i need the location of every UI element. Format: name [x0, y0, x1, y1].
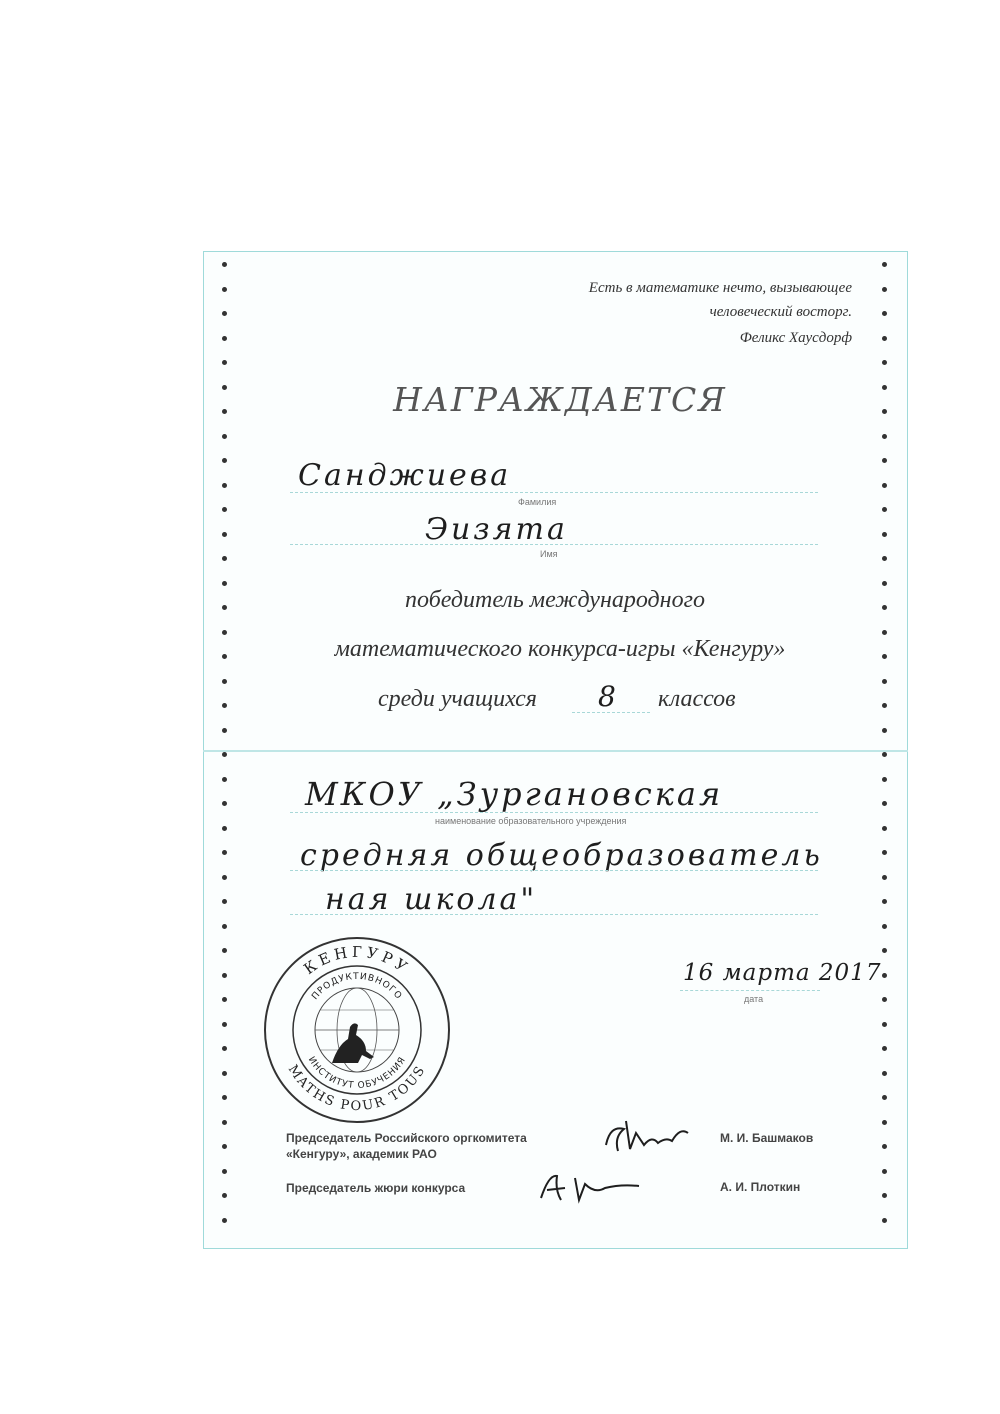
name-caption: Имя	[540, 549, 558, 559]
perforation-dot	[882, 679, 887, 684]
perforation-dot	[882, 1071, 887, 1076]
perforation-dot	[882, 336, 887, 341]
perforation-dot	[222, 532, 227, 537]
grade-value: 8	[598, 680, 619, 713]
perforation-dot	[222, 483, 227, 488]
perforation-dot	[882, 654, 887, 659]
perforation-dot	[222, 924, 227, 929]
perforation-dot	[222, 728, 227, 733]
perforation-dot	[222, 875, 227, 880]
perforation-dot	[222, 434, 227, 439]
school-line-3-rule	[290, 914, 818, 915]
school-line-2: средняя общеобразователь	[300, 838, 823, 873]
perforation-dot	[222, 1095, 227, 1100]
perforation-dot	[222, 581, 227, 586]
seal-inner-bottom: ИНСТИТУТ ОБУЧЕНИЯ	[305, 1055, 409, 1092]
perforation-dot	[222, 703, 227, 708]
chair1-label-line-1: Председатель Российского оргкомитета	[286, 1131, 527, 1145]
chair1-name: М. И. Башмаков	[720, 1131, 814, 1145]
perforation-dot	[882, 483, 887, 488]
award-line-3-prefix: среди учащихся	[378, 686, 537, 712]
perforation-dot	[222, 654, 227, 659]
award-line-3-suffix: классов	[658, 686, 736, 712]
surname-line	[290, 492, 818, 493]
perforation-dot	[882, 997, 887, 1002]
date-caption: дата	[744, 994, 764, 1004]
perforation-dot	[882, 409, 887, 414]
perforation-dot	[882, 1095, 887, 1100]
perforation-dot	[882, 434, 887, 439]
perforation-dot	[882, 556, 887, 561]
perforation-dot	[882, 752, 887, 757]
chair2-signature	[535, 1168, 645, 1208]
school-line-2-rule	[290, 870, 818, 871]
svg-text:ПРОДУКТИВНОГО	[310, 972, 404, 1002]
perforation-dot	[882, 287, 887, 292]
chair2-label: Председатель жюри конкурса	[286, 1181, 466, 1195]
perforation-dot	[222, 1169, 227, 1174]
name-value: Эизята	[425, 512, 568, 547]
perforation-dot	[882, 532, 887, 537]
perforation-dot	[222, 1144, 227, 1149]
perforation-dot	[222, 801, 227, 806]
perforation-dot	[882, 1193, 887, 1198]
perforation-dot	[222, 850, 227, 855]
perforation-dot	[222, 287, 227, 292]
perforation-dot	[882, 728, 887, 733]
chair1-signature	[600, 1115, 700, 1160]
perforation-dot	[222, 1218, 227, 1223]
perforation-dot	[882, 1120, 887, 1125]
seal-outer-top: КЕНГУРУ	[300, 942, 414, 979]
surname-value: Санджиева	[298, 458, 512, 493]
perforation-dot	[882, 262, 887, 267]
perforation-dot	[882, 1169, 887, 1174]
perforation-dot	[882, 703, 887, 708]
perforation-dot	[222, 1046, 227, 1051]
perforation-dot	[882, 826, 887, 831]
perforation-dot	[222, 409, 227, 414]
perforation-dot	[882, 581, 887, 586]
perforation-dot	[882, 458, 887, 463]
date-line	[680, 990, 820, 991]
perforation-dot	[222, 899, 227, 904]
perforation-dot	[882, 948, 887, 953]
surname-caption: Фамилия	[518, 497, 557, 507]
date-value: 16 марта 2017	[683, 960, 882, 986]
perforation-dot	[222, 948, 227, 953]
perforation-dot	[882, 973, 887, 978]
seal-outer-bottom: MATHS POUR TOUS	[284, 1062, 430, 1115]
award-line-2: математического конкурса-игры «Кенгуру»	[334, 636, 786, 662]
perforation-dot	[882, 1022, 887, 1027]
perforation-dot	[882, 924, 887, 929]
perforation-right	[882, 262, 888, 1242]
school-line-3: ная школа"	[325, 882, 538, 917]
epigraph-line-2: человеческий восторг.	[709, 304, 852, 320]
award-line-1: победитель международного	[405, 587, 705, 613]
perforation-dot	[222, 679, 227, 684]
perforation-dot	[222, 605, 227, 610]
fold-line	[203, 750, 908, 752]
chair1-label-line-2: «Кенгуру», академик РАО	[286, 1147, 437, 1161]
epigraph-line-1: Есть в математике нечто, вызывающее	[588, 280, 852, 296]
chair2-name: А. И. Плоткин	[720, 1180, 801, 1194]
name-line	[290, 544, 818, 545]
perforation-left	[222, 262, 228, 1242]
perforation-dot	[222, 630, 227, 635]
perforation-dot	[882, 630, 887, 635]
seal-inner-top: ПРОДУКТИВНОГО	[310, 971, 404, 1002]
perforation-dot	[222, 360, 227, 365]
certificate-title: НАГРАЖДАЕТСЯ	[393, 380, 727, 419]
perforation-dot	[882, 1218, 887, 1223]
perforation-dot	[222, 777, 227, 782]
perforation-dot	[222, 1193, 227, 1198]
perforation-dot	[222, 262, 227, 267]
kangaroo-seal	[262, 935, 452, 1125]
perforation-dot	[222, 556, 227, 561]
perforation-dot	[882, 1144, 887, 1149]
perforation-dot	[222, 507, 227, 512]
perforation-dot	[222, 1022, 227, 1027]
perforation-dot	[882, 777, 887, 782]
perforation-dot	[882, 507, 887, 512]
perforation-dot	[222, 311, 227, 316]
perforation-dot	[882, 605, 887, 610]
perforation-dot	[222, 458, 227, 463]
perforation-dot	[222, 752, 227, 757]
perforation-dot	[882, 850, 887, 855]
perforation-dot	[882, 801, 887, 806]
perforation-dot	[882, 385, 887, 390]
school-caption: наименование образовательного учреждения	[435, 816, 627, 826]
chair1-label	[286, 1130, 527, 1162]
school-line-1-rule	[290, 812, 818, 813]
epigraph	[470, 276, 852, 350]
perforation-dot	[222, 826, 227, 831]
perforation-dot	[222, 336, 227, 341]
perforation-dot	[222, 385, 227, 390]
perforation-dot	[882, 360, 887, 365]
perforation-dot	[882, 1046, 887, 1051]
epigraph-author: Феликс Хаусдорф	[739, 330, 852, 346]
perforation-dot	[222, 1071, 227, 1076]
perforation-dot	[882, 311, 887, 316]
grade-line	[572, 712, 650, 713]
perforation-dot	[222, 973, 227, 978]
perforation-dot	[882, 899, 887, 904]
school-line-1: МКОУ „Зургановская	[305, 775, 724, 813]
perforation-dot	[882, 875, 887, 880]
perforation-dot	[222, 1120, 227, 1125]
perforation-dot	[222, 997, 227, 1002]
